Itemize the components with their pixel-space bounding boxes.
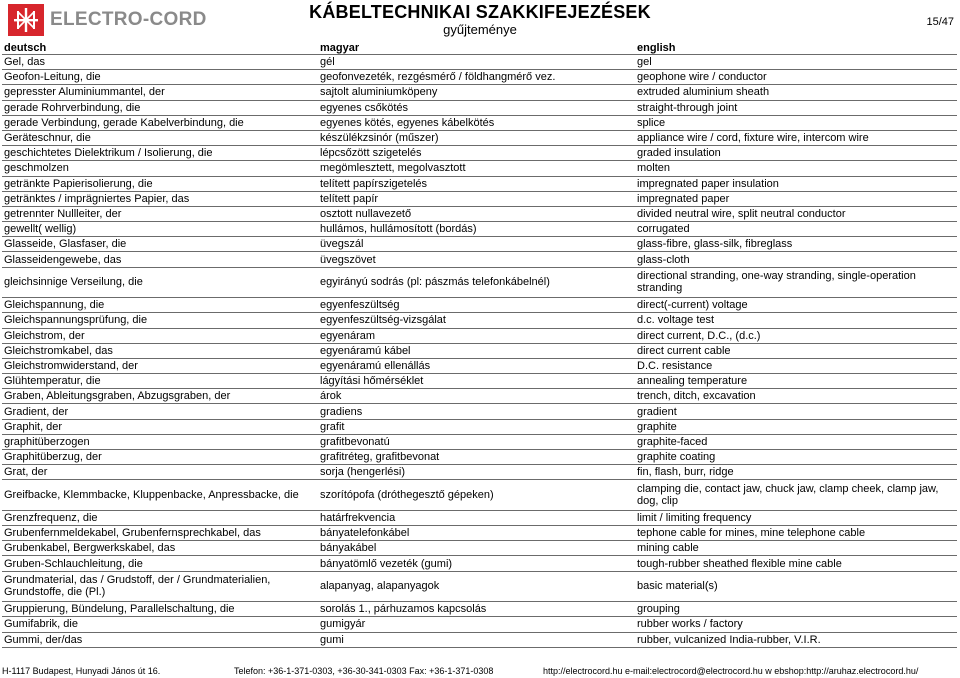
cell-english: mining cable bbox=[635, 541, 957, 556]
cell-deutsch: Grubenkabel, Bergwerkskabel, das bbox=[2, 541, 318, 556]
table-row bbox=[2, 358, 957, 373]
cell-deutsch: Graben, Ableitungsgraben, Abzugsgraben, der bbox=[2, 389, 318, 404]
cell-magyar: telített papírszigetelés bbox=[318, 176, 635, 191]
cell-deutsch: Gummi, der/das bbox=[2, 632, 318, 647]
cell-magyar: alapanyag, alapanyagok bbox=[318, 571, 635, 602]
cell-english: geophone wire / conductor bbox=[635, 70, 957, 85]
cell-magyar: lépcsőzött szigetelés bbox=[318, 146, 635, 161]
footer-address: H-1117 Budapest, Hunyadi János út 16. bbox=[2, 666, 161, 676]
cell-deutsch: Gel, das bbox=[2, 55, 318, 70]
cell-magyar: bányatelefonkábel bbox=[318, 526, 635, 541]
cell-deutsch: Gruppierung, Bündelung, Parallelschaltung, die bbox=[2, 602, 318, 617]
cell-magyar: bányatömlő vezeték (gumi) bbox=[318, 556, 635, 571]
table-row bbox=[2, 252, 957, 267]
cell-magyar: egyenfeszültség bbox=[318, 298, 635, 313]
cell-deutsch: Gradient, der bbox=[2, 404, 318, 419]
cell-deutsch: gleichsinnige Verseilung, die bbox=[2, 267, 318, 298]
table-row bbox=[2, 632, 957, 647]
document-subtitle: gyűjteménye bbox=[443, 22, 517, 37]
cell-deutsch: Gleichspannungsprüfung, die bbox=[2, 313, 318, 328]
page-number: 15/47 bbox=[926, 16, 954, 28]
table-row bbox=[2, 419, 957, 434]
cell-magyar: szorítópofa (dróthegesztő gépeken) bbox=[318, 480, 635, 511]
cell-english: rubber works / factory bbox=[635, 617, 957, 632]
cell-magyar: egyenáramú kábel bbox=[318, 343, 635, 358]
cell-english: rubber, vulcanized India-rubber, V.I.R. bbox=[635, 632, 957, 647]
cell-deutsch: Gleichstrom, der bbox=[2, 328, 318, 343]
cell-magyar: üvegszál bbox=[318, 237, 635, 252]
table-row bbox=[2, 343, 957, 358]
cell-english: tough-rubber sheathed flexible mine cable bbox=[635, 556, 957, 571]
cell-english: corrugated bbox=[635, 222, 957, 237]
cell-magyar: sajtolt aluminiumköpeny bbox=[318, 85, 635, 100]
table-row bbox=[2, 404, 957, 419]
cell-deutsch: graphitüberzogen bbox=[2, 434, 318, 449]
column-header-magyar: magyar bbox=[318, 41, 635, 55]
glossary-table bbox=[2, 41, 957, 648]
cell-english: impregnated paper bbox=[635, 191, 957, 206]
cell-english: glass-fibre, glass-silk, fibreglass bbox=[635, 237, 957, 252]
cell-english: graphite coating bbox=[635, 450, 957, 465]
cell-deutsch: geschichtetes Dielektrikum / Isolierung, die bbox=[2, 146, 318, 161]
table-row bbox=[2, 510, 957, 525]
cell-magyar: határfrekvencia bbox=[318, 510, 635, 525]
cell-english: molten bbox=[635, 161, 957, 176]
cell-deutsch: Glasseidengewebe, das bbox=[2, 252, 318, 267]
cell-english: clamping die, contact jaw, chuck jaw, clamp cheek, clamp jaw, dog, clip bbox=[635, 480, 957, 511]
table-row bbox=[2, 328, 957, 343]
table-row bbox=[2, 267, 957, 298]
cell-deutsch: Greifbacke, Klemmbacke, Kluppenbacke, Anpressbacke, die bbox=[2, 480, 318, 511]
cell-deutsch: Grenzfrequenz, die bbox=[2, 510, 318, 525]
cell-deutsch: getrennter Nullleiter, der bbox=[2, 206, 318, 221]
cell-english: graded insulation bbox=[635, 146, 957, 161]
cell-magyar: grafitbevonatú bbox=[318, 434, 635, 449]
cell-english: impregnated paper insulation bbox=[635, 176, 957, 191]
table-row bbox=[2, 374, 957, 389]
cell-english: gradient bbox=[635, 404, 957, 419]
document-title: KÁBELTECHNIKAI SZAKKIFEJEZÉSEK bbox=[309, 2, 651, 22]
table-row bbox=[2, 298, 957, 313]
cell-deutsch: Gleichstromkabel, das bbox=[2, 343, 318, 358]
cell-deutsch: Glasseide, Glasfaser, die bbox=[2, 237, 318, 252]
cell-deutsch: Graphitüberzug, der bbox=[2, 450, 318, 465]
cell-magyar: bányakábel bbox=[318, 541, 635, 556]
table-row bbox=[2, 465, 957, 480]
table-row bbox=[2, 556, 957, 571]
cell-magyar: egyenfeszültség-vizsgálat bbox=[318, 313, 635, 328]
cell-magyar: sorja (hengerlési) bbox=[318, 465, 635, 480]
cell-magyar: gumi bbox=[318, 632, 635, 647]
cell-english: glass-cloth bbox=[635, 252, 957, 267]
cell-english: direct(-current) voltage bbox=[635, 298, 957, 313]
cell-english: basic material(s) bbox=[635, 571, 957, 602]
cell-deutsch: Gumifabrik, die bbox=[2, 617, 318, 632]
table-row bbox=[2, 541, 957, 556]
table-row bbox=[2, 146, 957, 161]
glossary-body bbox=[2, 55, 957, 648]
cell-deutsch: Geofon-Leitung, die bbox=[2, 70, 318, 85]
cell-deutsch: getränkte Papierisolierung, die bbox=[2, 176, 318, 191]
cell-magyar: osztott nullavezető bbox=[318, 206, 635, 221]
cell-deutsch: geschmolzen bbox=[2, 161, 318, 176]
cell-english: trench, ditch, excavation bbox=[635, 389, 957, 404]
cell-english: splice bbox=[635, 115, 957, 130]
cell-magyar: készülékzsinór (műszer) bbox=[318, 130, 635, 145]
cell-magyar: árok bbox=[318, 389, 635, 404]
cell-magyar: hullámos, hullámosított (bordás) bbox=[318, 222, 635, 237]
cell-english: direct current, D.C., (d.c.) bbox=[635, 328, 957, 343]
cell-deutsch: getränktes / imprägniertes Papier, das bbox=[2, 191, 318, 206]
cell-deutsch: gerade Verbindung, gerade Kabelverbindung, die bbox=[2, 115, 318, 130]
cell-magyar: grafit bbox=[318, 419, 635, 434]
cell-deutsch: Grat, der bbox=[2, 465, 318, 480]
table-header-row bbox=[2, 41, 957, 55]
table-row bbox=[2, 115, 957, 130]
table-row bbox=[2, 222, 957, 237]
column-header-english: english bbox=[635, 41, 957, 55]
cell-english: limit / limiting frequency bbox=[635, 510, 957, 525]
cell-english: graphite bbox=[635, 419, 957, 434]
cell-english: d.c. voltage test bbox=[635, 313, 957, 328]
cell-magyar: sorolás 1., párhuzamos kapcsolás bbox=[318, 602, 635, 617]
table-row bbox=[2, 389, 957, 404]
cell-english: divided neutral wire, split neutral conductor bbox=[635, 206, 957, 221]
table-row bbox=[2, 617, 957, 632]
table-row bbox=[2, 176, 957, 191]
cell-magyar: egyenes csőkötés bbox=[318, 100, 635, 115]
table-row bbox=[2, 161, 957, 176]
table-row bbox=[2, 85, 957, 100]
cell-english: directional stranding, one-way stranding, single-operation stranding bbox=[635, 267, 957, 298]
cell-deutsch: Gleichstromwiderstand, der bbox=[2, 358, 318, 373]
cell-english: tephone cable for mines, mine telephone cable bbox=[635, 526, 957, 541]
footer-web: http://electrocord.hu e-mail:electrocord@electrocord.hu w ebshop:http://aruhaz.electrocord.hu/ bbox=[543, 666, 919, 676]
footer-phones: Telefon: +36-1-371-0303, +36-30-341-0303 Fax: +36-1-371-0308 bbox=[234, 666, 494, 676]
page-header bbox=[0, 0, 960, 40]
logo-text: ELECTRO-CORD bbox=[50, 9, 207, 30]
cell-deutsch: Glühtemperatur, die bbox=[2, 374, 318, 389]
cell-magyar: grafitréteg, grafitbevonat bbox=[318, 450, 635, 465]
cell-english: grouping bbox=[635, 602, 957, 617]
cell-english: graphite-faced bbox=[635, 434, 957, 449]
cell-magyar: üvegszövet bbox=[318, 252, 635, 267]
cell-deutsch: gepresster Aluminiummantel, der bbox=[2, 85, 318, 100]
cell-english: annealing temperature bbox=[635, 374, 957, 389]
table-row bbox=[2, 130, 957, 145]
table-row bbox=[2, 55, 957, 70]
cell-magyar: telített papír bbox=[318, 191, 635, 206]
table-row bbox=[2, 434, 957, 449]
cell-magyar: gradiens bbox=[318, 404, 635, 419]
cell-deutsch: Geräteschnur, die bbox=[2, 130, 318, 145]
table-row bbox=[2, 480, 957, 511]
cell-english: appliance wire / cord, fixture wire, intercom wire bbox=[635, 130, 957, 145]
cell-english: extruded aluminium sheath bbox=[635, 85, 957, 100]
table-row bbox=[2, 313, 957, 328]
document-title-block bbox=[0, 2, 960, 38]
cell-english: fin, flash, burr, ridge bbox=[635, 465, 957, 480]
cell-english: gel bbox=[635, 55, 957, 70]
table-row bbox=[2, 100, 957, 115]
table-row bbox=[2, 206, 957, 221]
cell-magyar: gumigyár bbox=[318, 617, 635, 632]
page-footer bbox=[0, 664, 960, 678]
cell-magyar: lágyítási hőmérséklet bbox=[318, 374, 635, 389]
cell-deutsch: Gleichspannung, die bbox=[2, 298, 318, 313]
table-row bbox=[2, 450, 957, 465]
column-header-deutsch: deutsch bbox=[2, 41, 318, 55]
cell-english: D.C. resistance bbox=[635, 358, 957, 373]
cell-deutsch: gewellt( wellig) bbox=[2, 222, 318, 237]
table-row bbox=[2, 191, 957, 206]
cell-english: direct current cable bbox=[635, 343, 957, 358]
cell-deutsch: Grundmaterial, das / Grudstoff, der / Grundmaterialien, Grundstoffe, die (Pl.) bbox=[2, 571, 318, 602]
cell-magyar: egyenáram bbox=[318, 328, 635, 343]
cell-deutsch: Gruben-Schlauchleitung, die bbox=[2, 556, 318, 571]
cell-deutsch: gerade Rohrverbindung, die bbox=[2, 100, 318, 115]
cell-deutsch: Grubenfernmeldekabel, Grubenfernsprechkabel, das bbox=[2, 526, 318, 541]
cell-magyar: geofonvezeték, rezgésmérő / földhangmérő vez. bbox=[318, 70, 635, 85]
table-row bbox=[2, 237, 957, 252]
cell-magyar: megömlesztett, megolvasztott bbox=[318, 161, 635, 176]
cell-deutsch: Graphit, der bbox=[2, 419, 318, 434]
cell-magyar: egyenes kötés, egyenes kábelkötés bbox=[318, 115, 635, 130]
table-row bbox=[2, 70, 957, 85]
cell-magyar: egyirányú sodrás (pl: pászmás telefonkábelnél) bbox=[318, 267, 635, 298]
cell-english: straight-through joint bbox=[635, 100, 957, 115]
cell-magyar: gél bbox=[318, 55, 635, 70]
table-row bbox=[2, 526, 957, 541]
cell-magyar: egyenáramú ellenállás bbox=[318, 358, 635, 373]
table-row bbox=[2, 602, 957, 617]
table-row bbox=[2, 571, 957, 602]
